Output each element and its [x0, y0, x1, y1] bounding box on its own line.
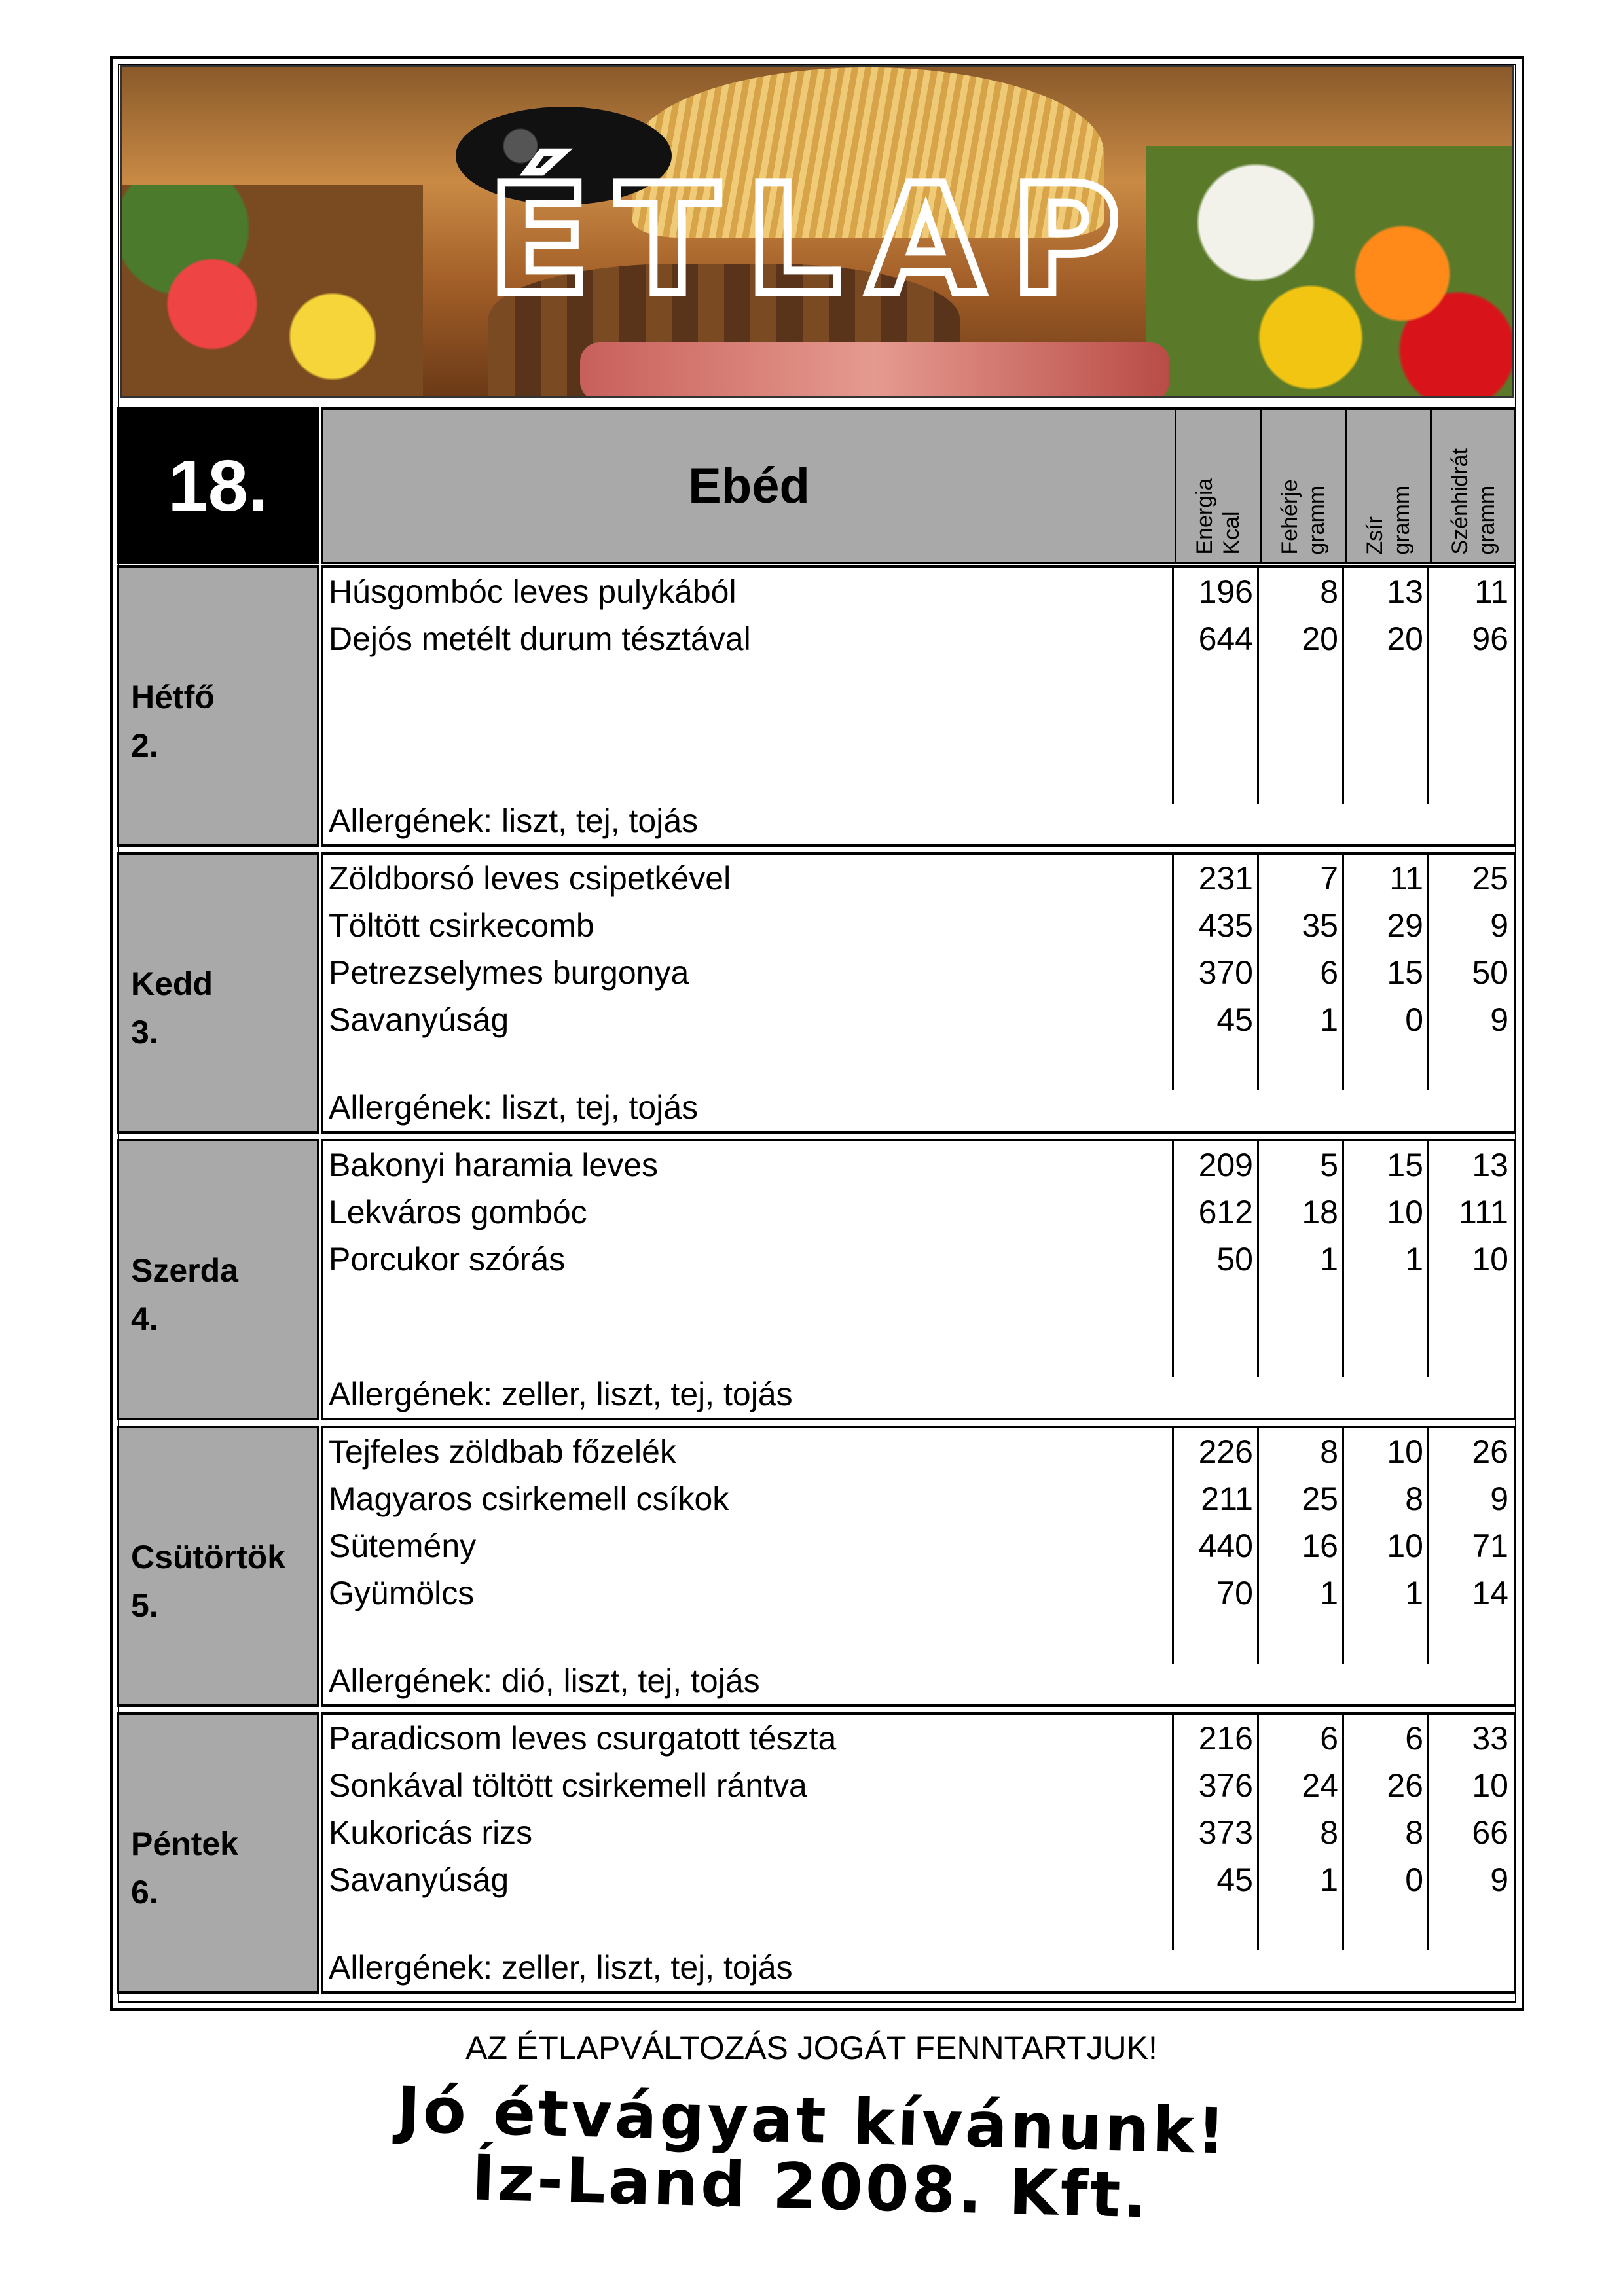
banner-title: ÉTLAP: [487, 153, 1147, 328]
dish-name: Húsgombóc leves pulykából: [329, 573, 737, 610]
dish-name: Zöldborsó leves csipetkével: [329, 860, 731, 897]
value-carb: 9: [1490, 907, 1508, 944]
allergen-note: Allergének: zeller, liszt, tej, tojás: [329, 1949, 793, 1986]
column-header-carb: Szénhidrát gramm: [1430, 410, 1515, 562]
day-name: [131, 960, 213, 1056]
day-name-text: Szerda: [131, 1252, 238, 1289]
dish-name: Tejfeles zöldbab főzelék: [329, 1433, 676, 1470]
day-block: [117, 1426, 1516, 1707]
menu-row: [323, 1570, 1514, 1617]
value-fat: 10: [1387, 1433, 1423, 1470]
value-carb: 10: [1472, 1241, 1508, 1278]
value-protein: 20: [1302, 620, 1338, 657]
day-name: [131, 1533, 285, 1630]
value-kcal: 50: [1216, 1241, 1253, 1278]
value-kcal: 231: [1198, 860, 1253, 897]
allergen-note: Allergének: liszt, tej, tojás: [329, 1089, 699, 1126]
week-number: 18.: [117, 407, 319, 564]
day-name-text: Kedd: [131, 965, 213, 1002]
day-name-text: Csütörtök: [131, 1539, 286, 1575]
dish-name: Töltött csirkecomb: [329, 907, 594, 944]
day-name: [131, 1820, 238, 1916]
wish-line-1: Jó étvágyat kívánunk!: [395, 2073, 1229, 2168]
day-date: 3.: [131, 1014, 158, 1050]
value-fat: 1: [1405, 1241, 1423, 1278]
value-kcal: 373: [1198, 1814, 1253, 1851]
day-menu: [321, 1139, 1516, 1420]
value-carb: 14: [1472, 1575, 1508, 1611]
value-protein: 35: [1302, 907, 1338, 944]
value-kcal: 209: [1198, 1147, 1253, 1183]
day-date: 4.: [131, 1300, 158, 1337]
value-carb: 11: [1474, 573, 1508, 610]
day-date: 2.: [131, 727, 158, 764]
value-carb: 9: [1490, 1001, 1508, 1038]
value-protein: 7: [1320, 860, 1338, 897]
dish-name: Savanyúság: [329, 1861, 509, 1898]
dish-name: Gyümölcs: [329, 1575, 475, 1611]
day-block: [117, 852, 1516, 1134]
day-name-text: Péntek: [131, 1825, 238, 1862]
value-protein: 24: [1302, 1767, 1338, 1804]
value-protein: 8: [1320, 1814, 1338, 1851]
value-carb: 26: [1472, 1433, 1508, 1470]
food-banner: [120, 65, 1514, 398]
dish-name: Savanyúság: [329, 1001, 509, 1038]
day-name: [131, 673, 215, 770]
dish-name: Kukoricás rizs: [329, 1814, 533, 1851]
value-kcal: 612: [1198, 1194, 1253, 1230]
value-fat: 15: [1387, 954, 1423, 991]
value-protein: 8: [1320, 573, 1338, 610]
day-label: [117, 565, 319, 847]
value-carb: 50: [1472, 954, 1508, 991]
value-carb: 96: [1472, 620, 1508, 657]
menu-row: [323, 1141, 1514, 1189]
day-block: [117, 1712, 1516, 1994]
dish-name: Sütemény: [329, 1528, 477, 1564]
value-fat: 10: [1387, 1194, 1423, 1230]
day-menu: [321, 1426, 1516, 1707]
day-block: [117, 565, 1516, 847]
day-name: [131, 1246, 238, 1343]
value-carb: 71: [1472, 1528, 1508, 1564]
dish-name: Petrezselymes burgonya: [329, 954, 689, 991]
value-kcal: 45: [1216, 1001, 1253, 1038]
value-protein: 6: [1320, 1720, 1338, 1757]
change-notice: AZ ÉTLAPVÁLTOZÁS JOGÁT FENNTARTJUK!: [465, 2030, 1158, 2066]
day-label: [117, 1426, 319, 1707]
allergen-note: Allergének: dió, liszt, tej, tojás: [329, 1662, 760, 1699]
value-protein: 1: [1320, 1861, 1338, 1898]
table-header: [321, 407, 1516, 564]
value-protein: 6: [1320, 954, 1338, 991]
value-fat: 15: [1387, 1147, 1423, 1183]
value-kcal: 435: [1198, 907, 1253, 944]
dish-name: Porcukor szórás: [329, 1241, 566, 1278]
column-header-protein: Fehérje gramm: [1260, 410, 1345, 562]
allergen-note: Allergének: liszt, tej, tojás: [329, 802, 699, 839]
day-menu: [321, 852, 1516, 1134]
value-kcal: 440: [1198, 1528, 1253, 1564]
value-kcal: 376: [1198, 1767, 1253, 1804]
day-label: [117, 1139, 319, 1420]
value-carb: 25: [1472, 860, 1508, 897]
value-fat: 0: [1405, 1861, 1423, 1898]
value-kcal: 644: [1198, 620, 1253, 657]
value-carb: 10: [1472, 1767, 1508, 1804]
column-header-energy: Energia Kcal: [1175, 410, 1260, 562]
value-protein: 16: [1302, 1528, 1338, 1564]
value-fat: 11: [1389, 860, 1423, 897]
value-carb: 33: [1472, 1720, 1508, 1757]
value-carb: 111: [1458, 1194, 1508, 1230]
day-menu: [321, 565, 1516, 847]
menu-row: [323, 1762, 1514, 1809]
menu-row: [323, 996, 1514, 1043]
menu-row: [323, 1715, 1514, 1762]
value-fat: 10: [1387, 1528, 1423, 1564]
menu-row: [323, 1809, 1514, 1856]
value-protein: 1: [1320, 1241, 1338, 1278]
value-fat: 13: [1387, 573, 1423, 610]
value-kcal: 370: [1198, 954, 1253, 991]
menu-row: [323, 1189, 1514, 1236]
value-carb: 13: [1472, 1147, 1508, 1183]
meal-title: Ebéd: [688, 457, 810, 514]
dish-name: Paradicsom leves csurgatott tészta: [329, 1720, 837, 1757]
column-header-fat: Zsír gramm: [1345, 410, 1430, 562]
menu-row: [323, 855, 1514, 902]
value-protein: 18: [1302, 1194, 1338, 1230]
value-fat: 1: [1405, 1575, 1423, 1611]
menu-row: [323, 1522, 1514, 1570]
value-protein: 8: [1320, 1433, 1338, 1470]
day-block: [117, 1139, 1516, 1420]
value-carb: 66: [1472, 1814, 1508, 1851]
menu-row: [323, 1475, 1514, 1522]
value-carb: 9: [1490, 1861, 1508, 1898]
value-fat: 8: [1405, 1814, 1423, 1851]
dish-name: Dejós metélt durum tésztával: [329, 620, 751, 657]
value-fat: 26: [1387, 1767, 1423, 1804]
dish-name: Bakonyi haramia leves: [329, 1147, 659, 1183]
value-carb: 9: [1490, 1480, 1508, 1517]
value-kcal: 226: [1198, 1433, 1253, 1470]
day-date: 6.: [131, 1874, 158, 1910]
value-fat: 6: [1405, 1720, 1423, 1757]
value-kcal: 216: [1198, 1720, 1253, 1757]
value-protein: 1: [1320, 1001, 1338, 1038]
day-label: [117, 1712, 319, 1994]
menu-row: [323, 1428, 1514, 1475]
value-protein: 1: [1320, 1575, 1338, 1611]
value-kcal: 196: [1198, 573, 1253, 610]
value-fat: 29: [1387, 907, 1423, 944]
menu-row: [323, 1236, 1514, 1283]
value-fat: 20: [1387, 620, 1423, 657]
closing-wish: [0, 2067, 1623, 2241]
day-date: 5.: [131, 1587, 158, 1624]
dish-name: Magyaros csirkemell csíkok: [329, 1480, 729, 1517]
dish-name: Sonkával töltött csirkemell rántva: [329, 1767, 807, 1804]
value-fat: 0: [1405, 1001, 1423, 1038]
day-menu: [321, 1712, 1516, 1994]
value-kcal: 70: [1216, 1575, 1253, 1611]
menu-row: [323, 568, 1514, 615]
day-label: [117, 852, 319, 1134]
value-kcal: 45: [1216, 1861, 1253, 1898]
allergen-note: Allergének: zeller, liszt, tej, tojás: [329, 1376, 793, 1412]
value-fat: 8: [1405, 1480, 1423, 1517]
menu-row: [323, 949, 1514, 996]
dish-name: Lekváros gombóc: [329, 1194, 587, 1230]
meat-decoration: [580, 342, 1169, 398]
value-protein: 5: [1320, 1147, 1338, 1183]
value-protein: 25: [1302, 1480, 1338, 1517]
menu-row: [323, 902, 1514, 949]
menu-row: [323, 615, 1514, 662]
day-name-text: Hétfő: [131, 679, 215, 715]
menu-row: [323, 1856, 1514, 1903]
value-kcal: 211: [1201, 1480, 1253, 1517]
wish-line-2: Íz-Land 2008. Kft.: [471, 2141, 1151, 2233]
